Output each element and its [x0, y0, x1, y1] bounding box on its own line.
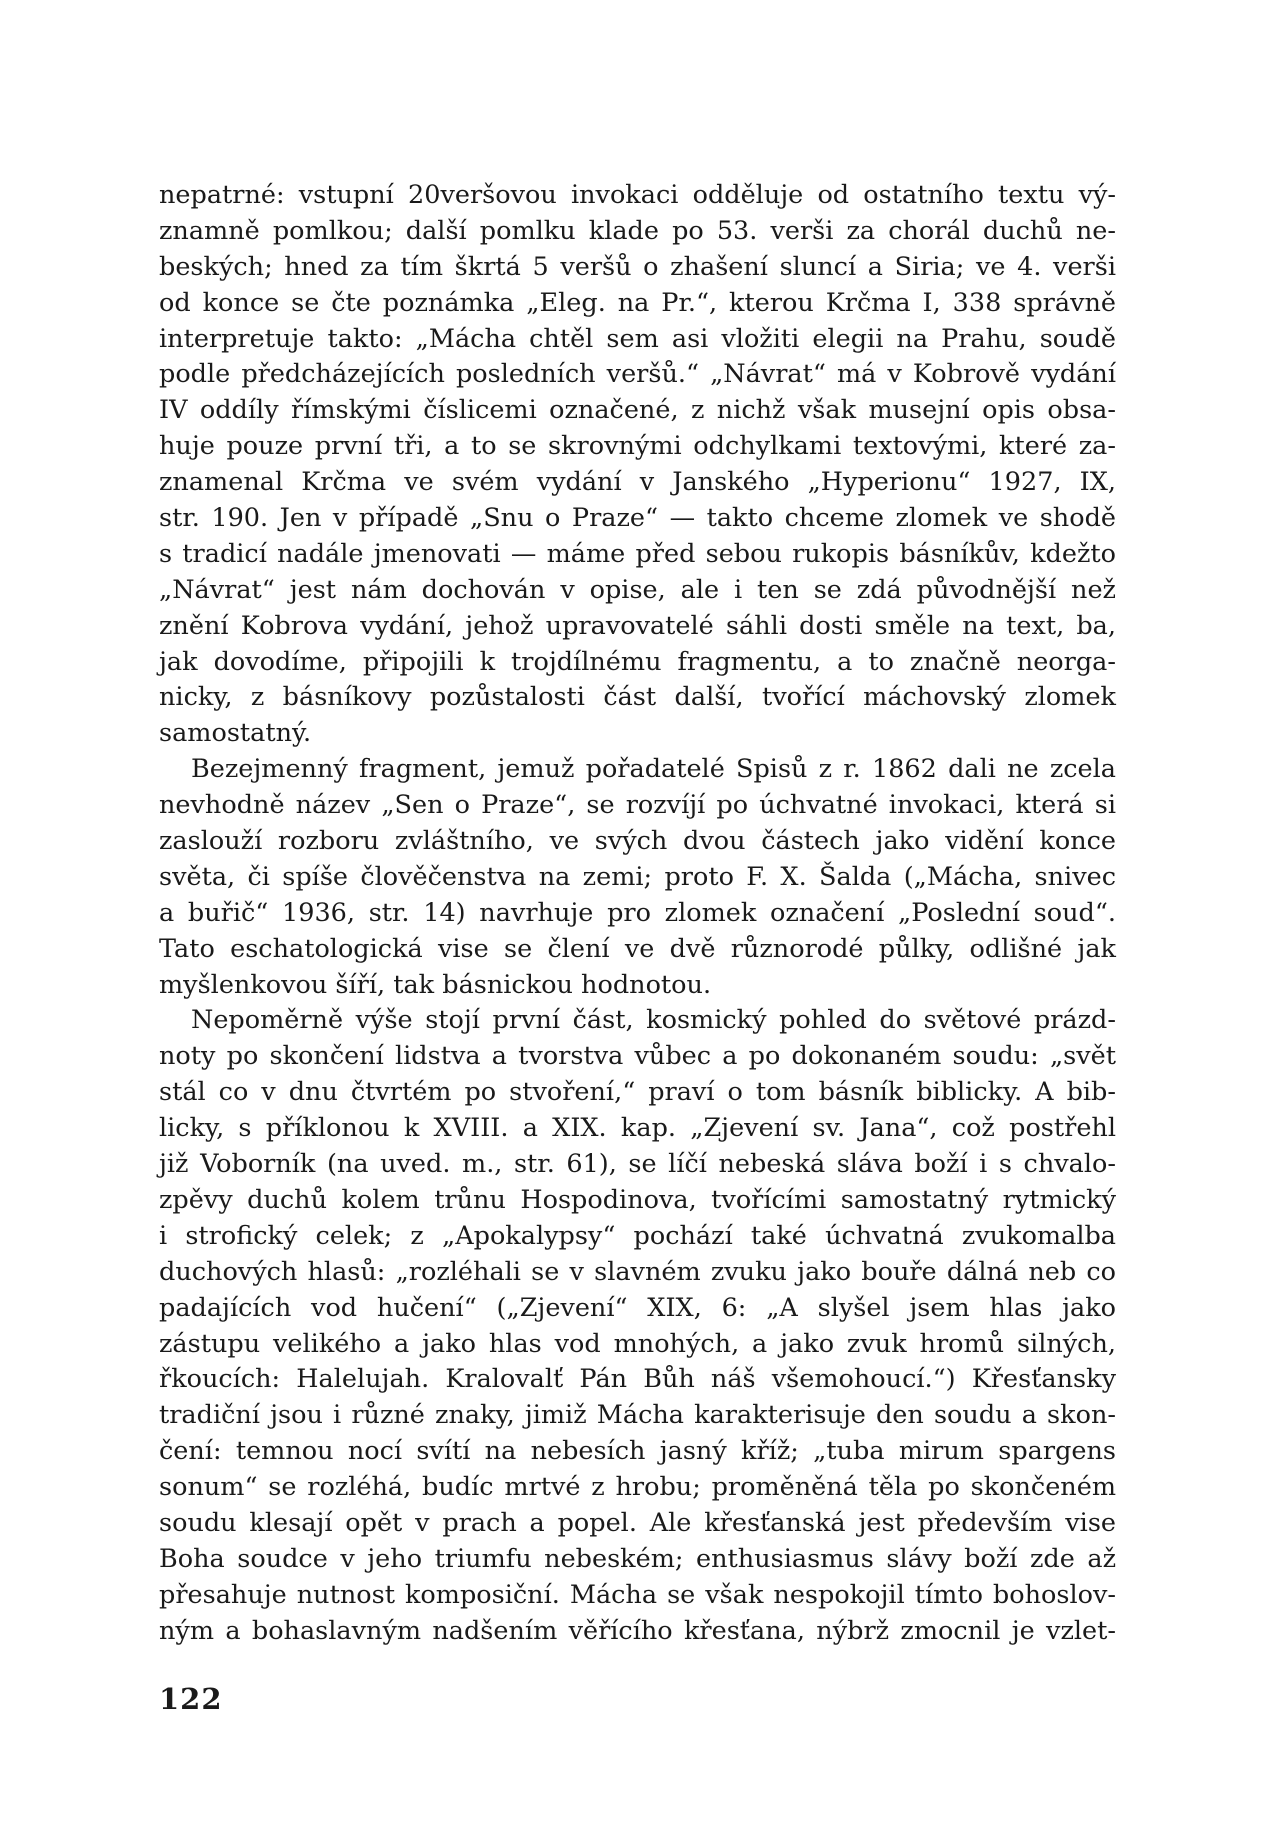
text-line: str. 190. Jen v případě „Snu o Praze“ — takto chceme zlomek ve shodě [159, 503, 1116, 534]
text-line: Tato eschatologická vise se člení ve dvě různorodé půlky, odlišné jak [159, 933, 1116, 964]
paragraph-2 [159, 752, 1116, 1003]
paragraph-3 [159, 1003, 1116, 1649]
text-line: huje pouze první tři, a to se skrovnými odchylkami textovými, které za- [159, 431, 1116, 462]
text-line: zpěvy duchů kolem trůnu Hospodinova, tvořícími samostatný rytmický [159, 1184, 1116, 1215]
text-line: jak dovodíme, připojili k trojdílnému fragmentu, a to značně neorga- [159, 646, 1116, 677]
text-line: s tradicí nadále jmenovati — máme před sebou rukopis básníkův, kdežto [159, 538, 1116, 569]
text-line: zástupu velikého a jako hlas vod mnohých, a jako zvuk hromů silných, [159, 1328, 1116, 1359]
text-line: znění Kobrova vydání, jehož upravovatelé sáhli dosti směle na text, ba, [159, 610, 1116, 641]
text-line: sonum“ se rozléhá, budíc mrtvé z hrobu; proměněná těla po skončeném [159, 1472, 1116, 1503]
text-line: podle předcházejících posledních veršů.“ „Návrat“ má v Kobrově vydání [159, 359, 1116, 390]
text-line: duchových hlasů: „rozléhali se v slavném zvuku jako bouře dálná neb co [159, 1256, 1116, 1287]
text-line: i strofický celek; z „Apokalypsy“ pochází také úchvatná zvukomalba [159, 1220, 1116, 1251]
text-line: IV oddíly římskými číslicemi označené, z nichž však musejní opis obsa- [159, 395, 1116, 426]
text-line: padajících vod hučení“ („Zjevení“ XIX, 6: „A slyšel jsem hlas jako [159, 1292, 1116, 1323]
text-line: myšlenkovou šíří, tak básnickou hodnotou. [159, 969, 712, 1000]
text-line: interpretuje takto: „Mácha chtěl sem asi vložiti elegii na Prahu, soudě [159, 323, 1116, 354]
text-line: řkoucích: Halelujah. Kralovalť Pán Bůh náš všemohoucí.“) Křesťansky [159, 1364, 1116, 1395]
text-line: světa, či spíše člověčenstva na zemi; proto F. X. Šalda („Mácha, snivec [159, 861, 1116, 892]
text-line: beských; hned za tím škrtá 5 veršů o zhašení sluncí a Siria; ve 4. verši [159, 251, 1116, 282]
text-line: Nepoměrně výše stojí první část, kosmický pohled do světové prázd- [191, 1005, 1116, 1036]
text-line: zaslouží rozboru zvláštního, ve svých dvou částech jako vidění konce [159, 826, 1116, 857]
text-line: noty po skončení lidstva a tvorstva vůbec a po dokonaném soudu: „svět [159, 1041, 1116, 1072]
text-line: tradiční jsou i různé znaky, jimiž Mácha karakterisuje den soudu a skon- [159, 1400, 1116, 1431]
text-line: čení: temnou nocí svítí na nebesích jasný kříž; „tuba mirum spargens [159, 1436, 1116, 1467]
text-line: ným a bohaslavným nadšením věřícího křesťana, nýbrž zmocnil je vzlet- [159, 1615, 1116, 1646]
text-line: znamně pomlkou; další pomlku klade po 53. verši za chorál duchů ne- [159, 215, 1116, 246]
text-line: znamenal Krčma ve svém vydání v Janského „Hyperionu“ 1927, IX, [159, 467, 1116, 498]
text-line: „Návrat“ jest nám dochován v opise, ale i ten se zdá původnější než [159, 574, 1116, 605]
text-line: stál co v dnu čtvrtém po stvoření,“ praví o tom básník biblicky. A bib- [159, 1077, 1116, 1108]
text-line: nicky, z básníkovy pozůstalosti část další, tvořící máchovský zlomek [159, 682, 1116, 713]
text-line: od konce se čte poznámka „Eleg. na Pr.“, kterou Krčma I, 338 správně [159, 287, 1116, 318]
text-line: Boha soudce v jeho triumfu nebeském; enthusiasmus slávy boží zde až [159, 1543, 1116, 1574]
text-line: přesahuje nutnost komposiční. Mácha se však nespokojil tímto bohoslov- [159, 1579, 1116, 1610]
text-line: Bezejmenný fragment, jemuž pořadatelé Spisů z r. 1862 dali ne zcela [191, 754, 1116, 785]
text-line: licky, s příklonou k XVIII. a XIX. kap. „Zjevení sv. Jana“, což postřehl [159, 1113, 1116, 1144]
text-line: nevhodně název „Sen o Praze“, se rozvíjí po úchvatné invokaci, která si [159, 790, 1116, 821]
paragraph-1 [159, 178, 1116, 752]
text-line: již Voborník (na uved. m., str. 61), se líčí nebeská sláva boží i s chvalo- [159, 1149, 1116, 1180]
body-text [159, 178, 1116, 1650]
text-line: soudu klesají opět v prach a popel. Ale křesťanská jest především vise [159, 1507, 1116, 1538]
text-line: a buřič“ 1936, str. 14) navrhuje pro zlomek označení „Poslední soud“. [159, 897, 1116, 928]
text-line: nepatrné: vstupní 20veršovou invokaci odděluje od ostatního textu vý- [159, 180, 1116, 210]
text-line: samostatný. [159, 718, 312, 749]
page-number: 122 [159, 1682, 223, 1716]
